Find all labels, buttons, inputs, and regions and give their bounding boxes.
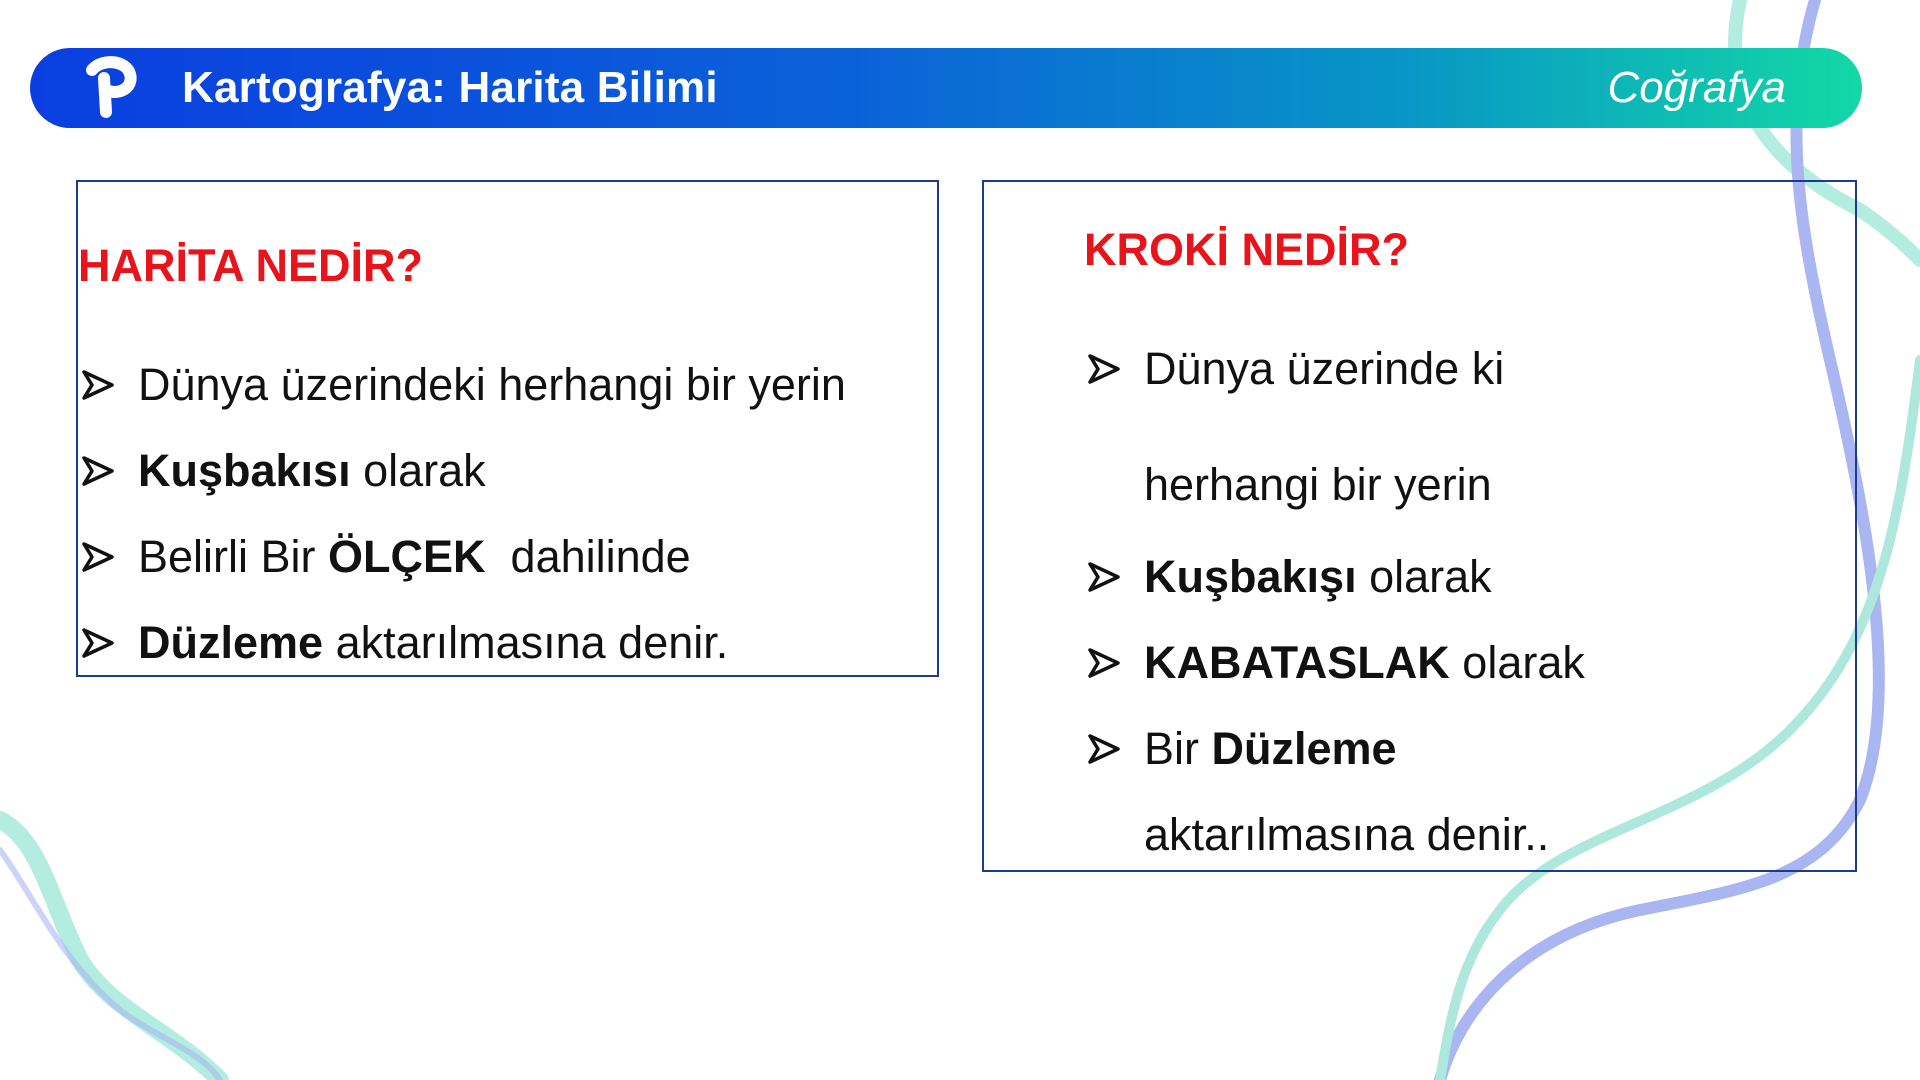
bullet-text: olarak xyxy=(350,445,486,496)
arrow-bullet-icon xyxy=(1084,638,1124,688)
bullet-bold-text: Kuşbakısı xyxy=(138,445,351,496)
harita-heading: HARİTA NEDİR? xyxy=(78,240,423,291)
kroki-box xyxy=(982,180,1857,872)
arrow-bullet-icon xyxy=(78,446,118,496)
arrow-bullet-icon xyxy=(78,532,118,582)
arrow-bullet-icon xyxy=(1084,724,1124,774)
arrow-bullet-icon xyxy=(78,360,118,410)
subject-label: Coğrafya xyxy=(1607,63,1786,112)
bullet-text: Dünya üzerindeki herhangi bir yerin xyxy=(138,359,846,410)
arrow-bullet-icon xyxy=(1084,552,1124,602)
bullet-text: aktarılmasına denir.. xyxy=(1144,809,1550,860)
harita-box xyxy=(76,180,939,677)
bullet-text: Belirli Bir xyxy=(138,531,329,582)
bullet-text: olarak xyxy=(1449,637,1585,688)
bullet-bold-text: Düzleme xyxy=(1211,723,1397,774)
kroki-heading: KROKİ NEDİR? xyxy=(1084,224,1409,275)
bullet-bold-text: Kuşbakışı xyxy=(1144,551,1357,602)
bullet-text: aktarılmasına denir. xyxy=(323,617,729,668)
bullet-text: Dünya üzerinde ki xyxy=(1144,343,1505,394)
bullet-text: olarak xyxy=(1356,551,1492,602)
bullet-text: dahilinde xyxy=(485,531,691,582)
p-logo-icon xyxy=(78,56,142,120)
bullet-text: Bir xyxy=(1144,723,1212,774)
arrow-bullet-icon xyxy=(1084,344,1124,394)
header-bar xyxy=(30,48,1862,128)
bullet-bold-text: Düzleme xyxy=(138,617,324,668)
arrow-bullet-icon xyxy=(78,618,118,668)
bullet-bold-text: KABATASLAK xyxy=(1144,637,1450,688)
bullet-text: herhangi bir yerin xyxy=(1144,459,1492,510)
page-title: Kartografya: Harita Bilimi xyxy=(182,63,718,112)
bullet-bold-text: ÖLÇEK xyxy=(328,531,486,582)
